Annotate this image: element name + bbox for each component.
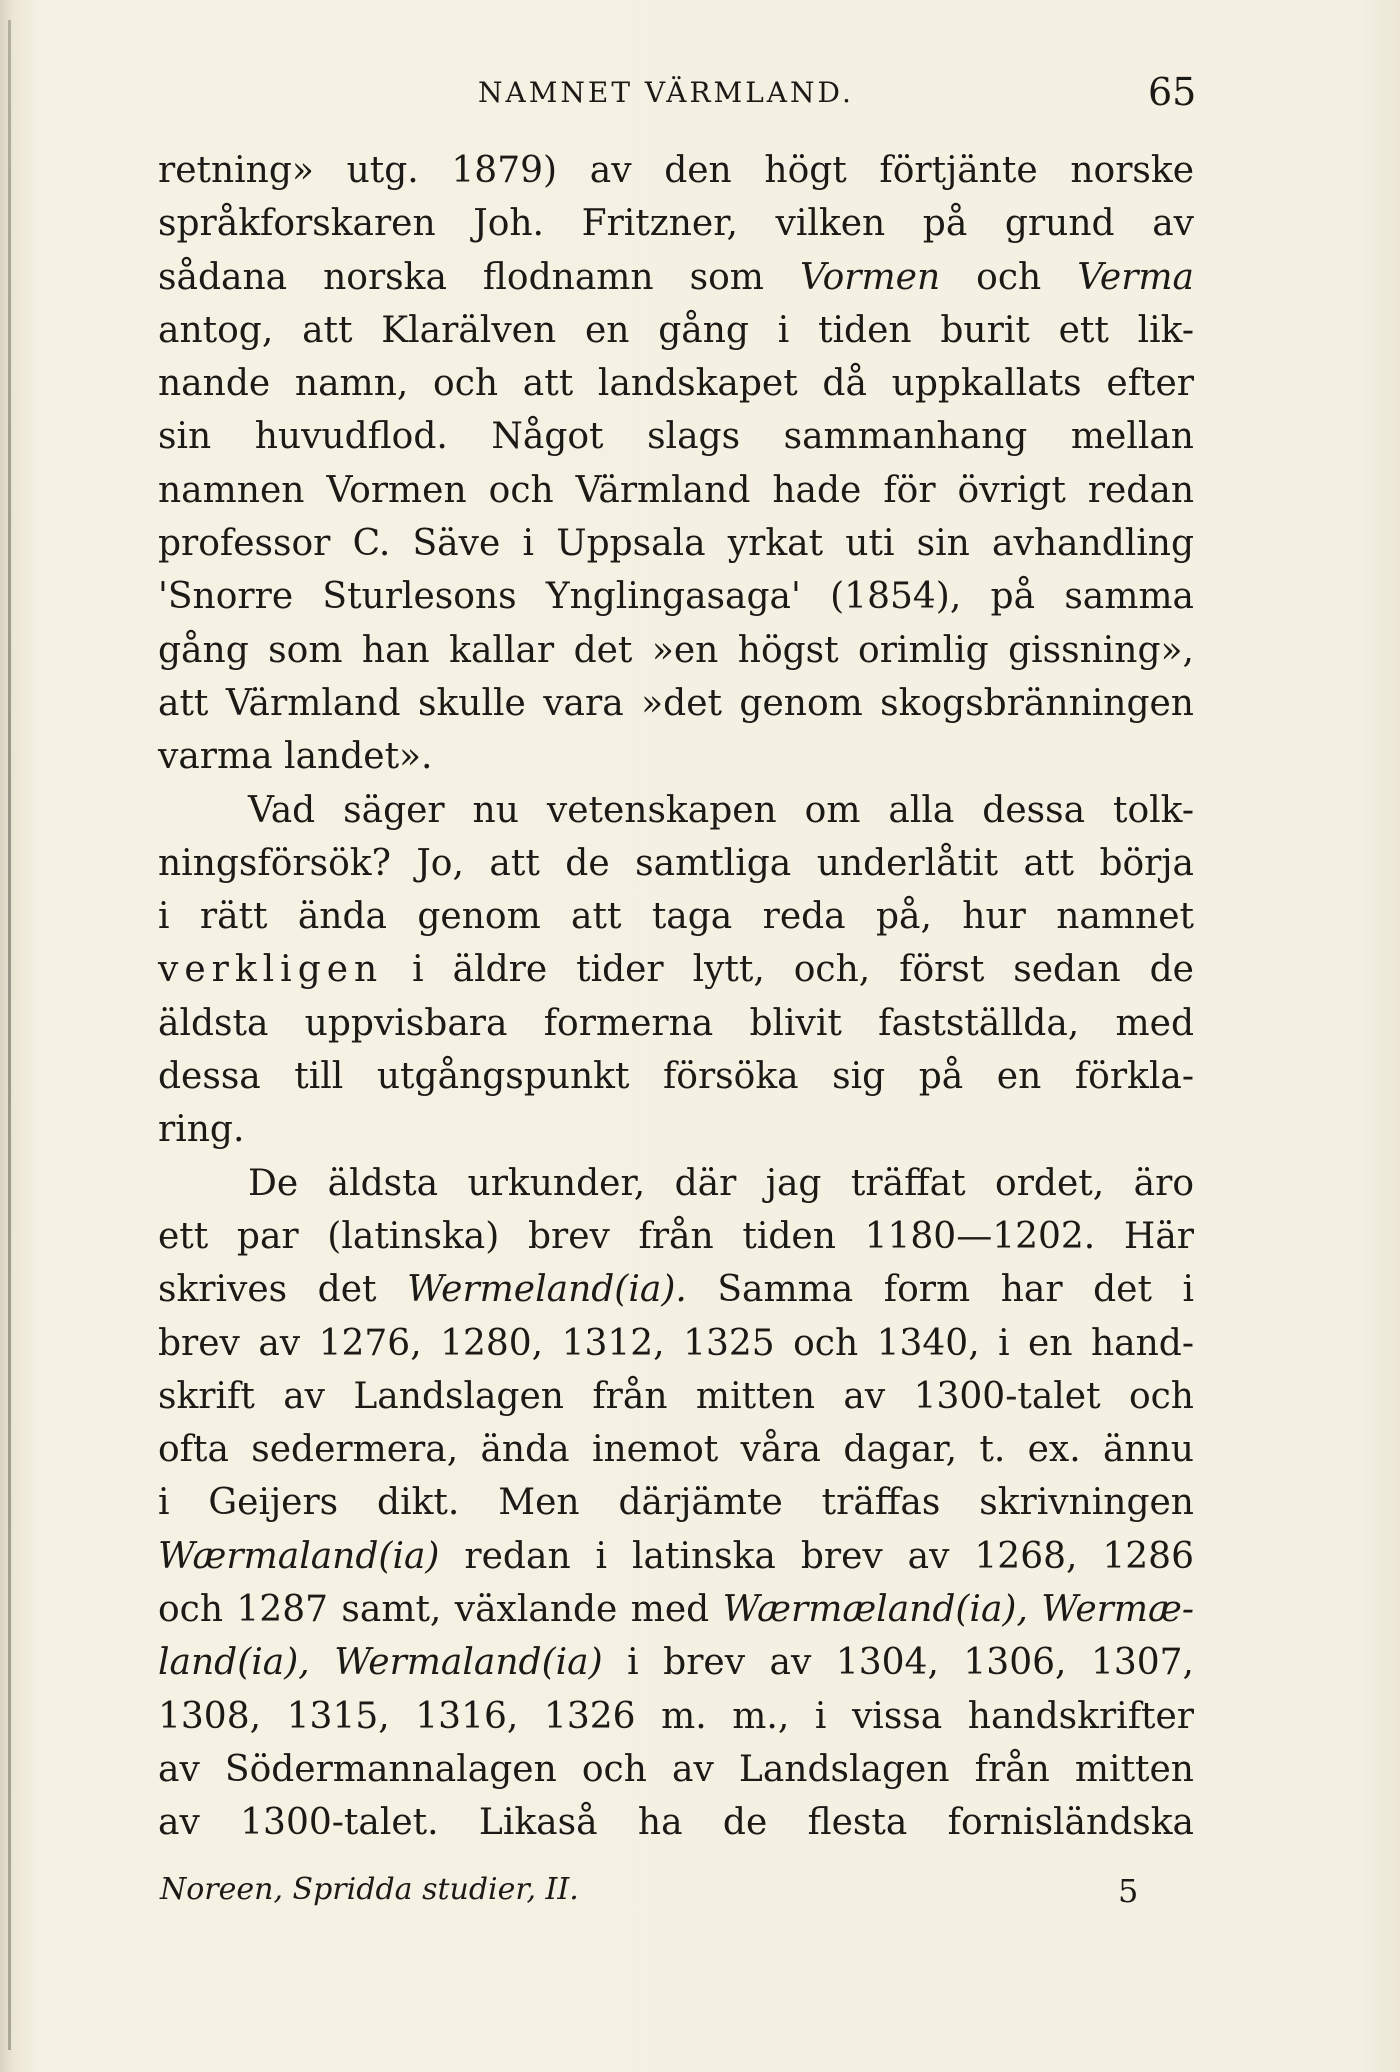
text-line: dessa till utgångspunkt försöka sig på en förkla-	[158, 1056, 1194, 1098]
italic-term: Wærmæland(ia), Wermæ-	[722, 1589, 1194, 1631]
paragraph-start-line: De äldsta urkunder, där jag träffat ordet, äro	[248, 1162, 1194, 1204]
text-line: i Geijers dikt. Men därjämte träffas skrivningen	[158, 1482, 1194, 1524]
text-line	[158, 251, 1194, 304]
body-text	[158, 144, 1194, 1850]
text-line: ett par (latinska) brev från tiden 1180—1202. Här	[158, 1215, 1194, 1257]
text-line: retning» utg. 1879) av den högt förtjänte norske	[158, 150, 1194, 191]
italic-term: Verma	[1077, 256, 1195, 298]
binding-edge	[8, 20, 11, 2050]
text-line: i rätt ända genom att taga reda på, hur namnet	[158, 896, 1194, 938]
text-line: att Värmland skulle vara »det genom skogsbränningen	[158, 682, 1194, 724]
running-head: NAMNET VÄRMLAND.	[478, 76, 854, 109]
page-header	[0, 70, 1400, 120]
italic-term: Wærmaland(ia)	[158, 1535, 440, 1577]
text-line: av Södermannalagen och av Landslagen från mitten	[158, 1748, 1194, 1790]
text-run: i brev av 1304, 1306, 1307,	[627, 1642, 1195, 1684]
text-line: skrift av Landslagen från mitten av 1300-talet och	[158, 1375, 1194, 1417]
text-line: brev av 1276, 1280, 1312, 1325 och 1340, i en hand-	[158, 1322, 1194, 1364]
text-run: redan i latinska brev av 1268, 1286	[464, 1535, 1194, 1577]
text-run: Samma form har det i	[717, 1269, 1195, 1311]
text-line	[158, 1583, 1194, 1636]
text-line	[158, 1263, 1194, 1316]
page-number: 65	[1148, 70, 1197, 114]
page-footer	[0, 1872, 1400, 1922]
italic-term: Wermeland(ia).	[407, 1269, 687, 1311]
italic-term: Vormen	[799, 256, 941, 298]
paragraph-start-line: Vad säger nu vetenskapen om alla dessa tolk-	[248, 789, 1194, 831]
text-line: professor C. Säve i Uppsala yrkat uti sin avhandling	[158, 523, 1194, 565]
text-line	[158, 1530, 1194, 1583]
text-line: 1308, 1315, 1316, 1326 m. m., i vissa handskrifter	[158, 1695, 1194, 1737]
text-line: ring.	[158, 1109, 245, 1151]
text-line	[158, 1636, 1194, 1689]
text-line: varma landet».	[158, 736, 433, 778]
text-line: namnen Vormen och Värmland hade för övrigt redan	[158, 469, 1194, 511]
text-run: i äldre tider lytt, och, först sedan de	[412, 949, 1194, 991]
book-reference: Noreen, Spridda studier, II.	[160, 1872, 579, 1907]
italic-term: land(ia), Wermaland(ia)	[158, 1642, 603, 1684]
text-run: och	[976, 256, 1042, 298]
text-line: språkforskaren Joh. Fritzner, vilken på grund av	[158, 203, 1194, 245]
emphasized-word: verkligen	[158, 949, 384, 991]
text-line: antog, att Klarälven en gång i tiden burit ett lik-	[158, 309, 1194, 351]
text-line	[158, 943, 1194, 996]
text-line: nande namn, och att landskapet då uppkallats efter	[158, 363, 1194, 405]
text-run: skrives det	[158, 1269, 377, 1311]
text-line: äldsta uppvisbara formerna blivit fastställda, med	[158, 1002, 1194, 1044]
text-line: ofta sedermera, ända inemot våra dagar, t. ex. ännu	[158, 1429, 1194, 1471]
text-line: ningsförsök? Jo, att de samtliga underlåtit att börja	[158, 842, 1194, 884]
signature-mark: 5	[1118, 1872, 1139, 1910]
text-run: och 1287 samt, växlande med	[158, 1589, 710, 1631]
text-line: gång som han kallar det »en högst orimlig gissning»,	[158, 629, 1194, 671]
text-run: sådana norska flodnamn som	[158, 256, 764, 298]
text-line: 'Snorre Sturlesons Ynglingasaga' (1854), på samma	[158, 576, 1194, 618]
text-line: av 1300-talet. Likaså ha de flesta fornisländska	[158, 1802, 1194, 1844]
text-line: sin huvudflod. Något slags sammanhang mellan	[158, 416, 1194, 458]
